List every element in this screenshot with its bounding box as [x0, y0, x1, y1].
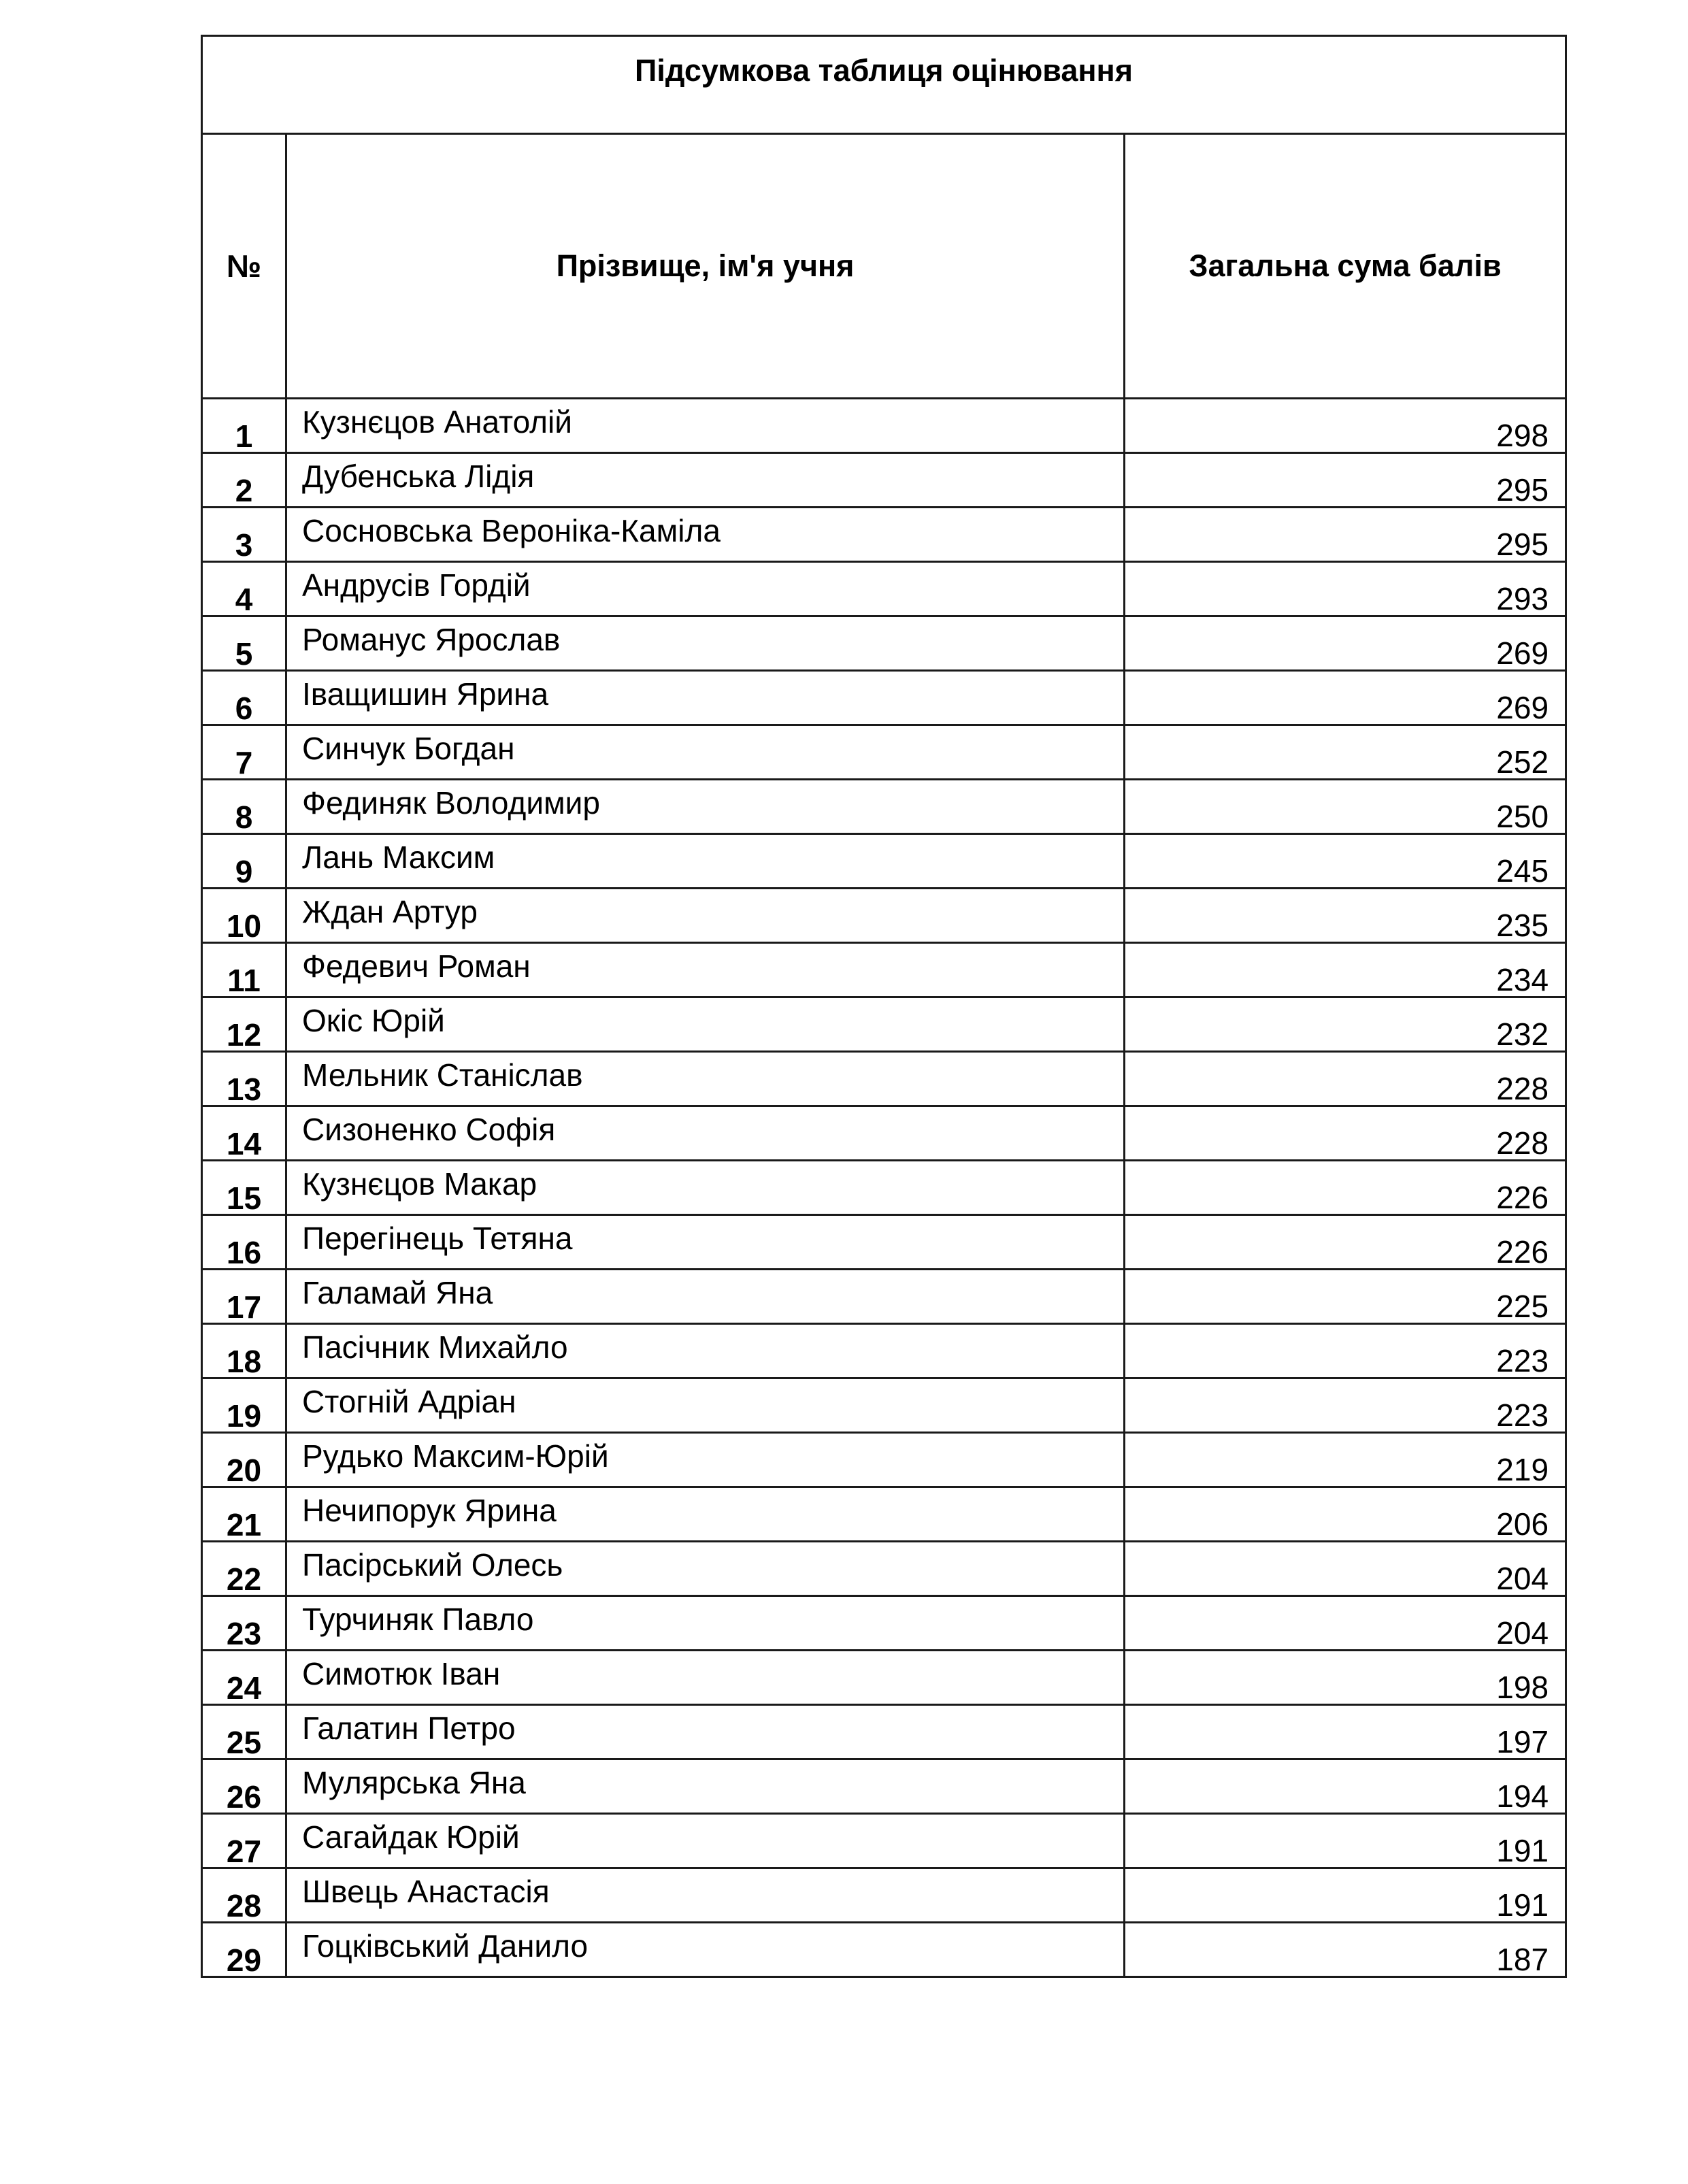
student-name: Федевич Роман: [286, 943, 1125, 997]
student-name: Рудько Максим-Юрій: [286, 1433, 1125, 1487]
table-row: [202, 1433, 1566, 1487]
table-row: [202, 1705, 1566, 1759]
table-row: [202, 943, 1566, 997]
total-score: 245: [1125, 834, 1566, 889]
student-name: Гоцківський Данило: [286, 1923, 1125, 1977]
table-row: [202, 1759, 1566, 1814]
table-row: [202, 1378, 1566, 1433]
student-name: Швець Анастасія: [286, 1868, 1125, 1923]
total-score: 206: [1125, 1487, 1566, 1542]
total-score: 295: [1125, 453, 1566, 508]
student-name: Пасічник Михайло: [286, 1324, 1125, 1378]
total-score: 204: [1125, 1542, 1566, 1596]
row-number: 14: [202, 1106, 286, 1161]
row-number: 12: [202, 997, 286, 1052]
student-name: Галатин Петро: [286, 1705, 1125, 1759]
row-number: 29: [202, 1923, 286, 1977]
table-row: [202, 780, 1566, 834]
row-number: 17: [202, 1270, 286, 1324]
student-name: Нечипорук Ярина: [286, 1487, 1125, 1542]
student-name: Кузнєцов Макар: [286, 1161, 1125, 1215]
total-score: 226: [1125, 1161, 1566, 1215]
table-row: [202, 1596, 1566, 1651]
row-number: 28: [202, 1868, 286, 1923]
row-number: 10: [202, 889, 286, 943]
row-number: 26: [202, 1759, 286, 1814]
row-number: 24: [202, 1651, 286, 1705]
column-header-name: Прізвище, ім'я учня: [286, 134, 1125, 399]
student-name: Лань Максим: [286, 834, 1125, 889]
total-score: 228: [1125, 1106, 1566, 1161]
table-row: [202, 1324, 1566, 1378]
table-row: [202, 889, 1566, 943]
student-name: Сагайдак Юрій: [286, 1814, 1125, 1868]
total-score: 295: [1125, 508, 1566, 562]
table-row: [202, 1270, 1566, 1324]
student-name: Сизоненко Софія: [286, 1106, 1125, 1161]
row-number: 23: [202, 1596, 286, 1651]
table-row: [202, 1487, 1566, 1542]
student-name: Синчук Богдан: [286, 725, 1125, 780]
total-score: 191: [1125, 1868, 1566, 1923]
total-score: 223: [1125, 1324, 1566, 1378]
table-body: [202, 399, 1566, 1977]
student-name: Романус Ярослав: [286, 616, 1125, 671]
total-score: 187: [1125, 1923, 1566, 1977]
total-score: 269: [1125, 616, 1566, 671]
total-score: 197: [1125, 1705, 1566, 1759]
table-row: [202, 1651, 1566, 1705]
student-name: Мельник Станіслав: [286, 1052, 1125, 1106]
table-row: [202, 1106, 1566, 1161]
total-score: 204: [1125, 1596, 1566, 1651]
student-name: Пасірський Олесь: [286, 1542, 1125, 1596]
table-header-row: [202, 134, 1566, 399]
table-row: [202, 834, 1566, 889]
row-number: 22: [202, 1542, 286, 1596]
student-name: Турчиняк Павло: [286, 1596, 1125, 1651]
table-row: [202, 562, 1566, 616]
row-number: 9: [202, 834, 286, 889]
student-name: Дубенська Лідія: [286, 453, 1125, 508]
student-name: Стогній Адріан: [286, 1378, 1125, 1433]
table-row: [202, 1542, 1566, 1596]
row-number: 7: [202, 725, 286, 780]
total-score: 252: [1125, 725, 1566, 780]
table-row: [202, 1868, 1566, 1923]
row-number: 27: [202, 1814, 286, 1868]
row-number: 21: [202, 1487, 286, 1542]
column-header-number: №: [202, 134, 286, 399]
total-score: 234: [1125, 943, 1566, 997]
grading-summary-table: [201, 35, 1567, 1978]
table-row: [202, 1161, 1566, 1215]
row-number: 8: [202, 780, 286, 834]
student-name: Фединяк Володимир: [286, 780, 1125, 834]
row-number: 18: [202, 1324, 286, 1378]
total-score: 223: [1125, 1378, 1566, 1433]
table-row: [202, 1923, 1566, 1977]
total-score: 191: [1125, 1814, 1566, 1868]
table-row: [202, 671, 1566, 725]
table-row: [202, 1052, 1566, 1106]
total-score: 235: [1125, 889, 1566, 943]
total-score: 250: [1125, 780, 1566, 834]
row-number: 19: [202, 1378, 286, 1433]
total-score: 293: [1125, 562, 1566, 616]
student-name: Симотюк Іван: [286, 1651, 1125, 1705]
student-name: Ждан Артур: [286, 889, 1125, 943]
row-number: 11: [202, 943, 286, 997]
row-number: 16: [202, 1215, 286, 1270]
total-score: 194: [1125, 1759, 1566, 1814]
total-score: 269: [1125, 671, 1566, 725]
row-number: 13: [202, 1052, 286, 1106]
table-row: [202, 508, 1566, 562]
table-title: Підсумкова таблиця оцінювання: [202, 36, 1566, 134]
student-name: Мулярська Яна: [286, 1759, 1125, 1814]
total-score: 226: [1125, 1215, 1566, 1270]
column-header-score: Загальна сума балів: [1125, 134, 1566, 399]
table-row: [202, 997, 1566, 1052]
student-name: Кузнєцов Анатолій: [286, 399, 1125, 453]
row-number: 6: [202, 671, 286, 725]
student-name: Андрусів Гордій: [286, 562, 1125, 616]
table-row: [202, 725, 1566, 780]
total-score: 198: [1125, 1651, 1566, 1705]
row-number: 3: [202, 508, 286, 562]
student-name: Сосновська Вероніка-Каміла: [286, 508, 1125, 562]
row-number: 1: [202, 399, 286, 453]
row-number: 2: [202, 453, 286, 508]
table-row: [202, 1215, 1566, 1270]
total-score: 232: [1125, 997, 1566, 1052]
total-score: 219: [1125, 1433, 1566, 1487]
row-number: 25: [202, 1705, 286, 1759]
student-name: Галамай Яна: [286, 1270, 1125, 1324]
row-number: 5: [202, 616, 286, 671]
table-row: [202, 453, 1566, 508]
row-number: 15: [202, 1161, 286, 1215]
table-row: [202, 1814, 1566, 1868]
row-number: 4: [202, 562, 286, 616]
total-score: 228: [1125, 1052, 1566, 1106]
total-score: 298: [1125, 399, 1566, 453]
table-row: [202, 399, 1566, 453]
table-title-row: [202, 36, 1566, 134]
total-score: 225: [1125, 1270, 1566, 1324]
student-name: Іващишин Ярина: [286, 671, 1125, 725]
student-name: Окіс Юрій: [286, 997, 1125, 1052]
student-name: Перегінець Тетяна: [286, 1215, 1125, 1270]
row-number: 20: [202, 1433, 286, 1487]
table-row: [202, 616, 1566, 671]
